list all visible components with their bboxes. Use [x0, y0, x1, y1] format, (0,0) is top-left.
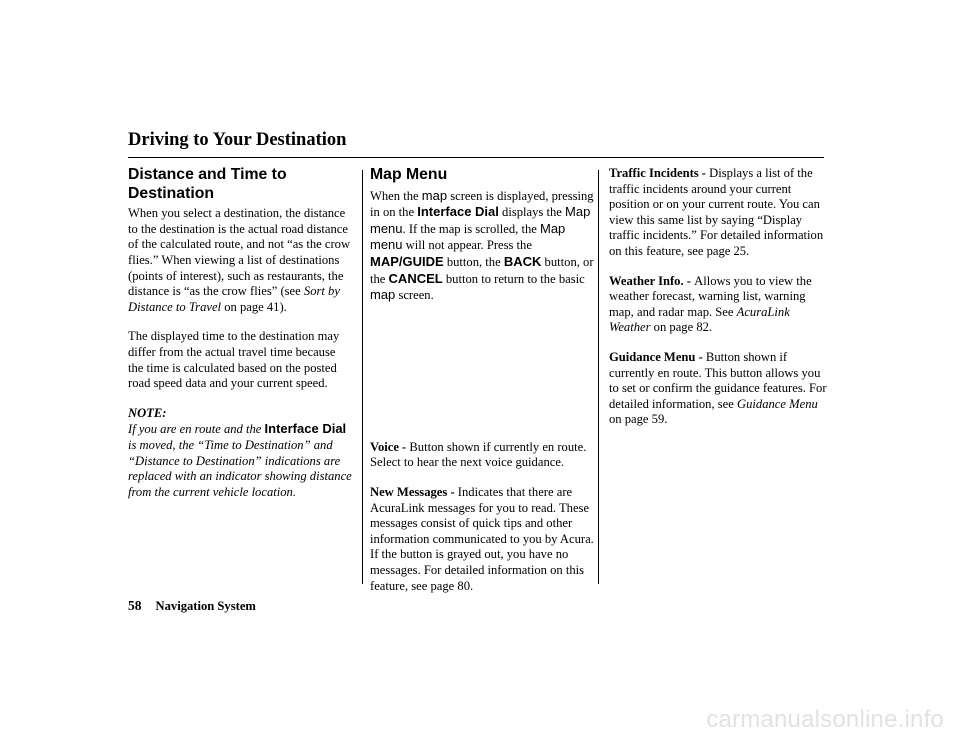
- term-cancel-button: CANCEL: [388, 270, 443, 286]
- term-map: map: [370, 287, 396, 303]
- text: on page 59.: [609, 412, 668, 427]
- term-voice: Voice -: [370, 439, 410, 454]
- text: screen.: [395, 288, 434, 303]
- item-weather-info: [609, 274, 833, 336]
- column-distance-time: [128, 166, 352, 500]
- column-menu-items: [609, 166, 833, 442]
- text: If you are en route and the: [128, 422, 265, 437]
- item-guidance-menu: [609, 350, 833, 428]
- footer-section-title: Navigation System: [155, 599, 256, 613]
- text: button to return to the basic: [442, 271, 585, 286]
- image-placeholder: [370, 318, 594, 440]
- text: is moved, the “Time to Destination” and “Distance to Destination” indications are replaced with an indicator showing distance from the current vehicle location.: [128, 437, 352, 499]
- item-traffic-incidents: [609, 166, 833, 260]
- text: on page 82.: [650, 320, 713, 335]
- text: When the: [370, 188, 422, 203]
- term-map: map: [421, 187, 448, 203]
- page-title: Driving to Your Destination: [128, 130, 347, 150]
- text: displays the: [498, 205, 566, 220]
- text: Button shown if currently en route. This button allows you to set or confirm the guidance features. For detailed information, see: [609, 349, 827, 411]
- text: button, or the: [370, 254, 594, 286]
- title-rule: [128, 157, 824, 158]
- text: Displays a list of the traffic incidents around your current position or on your current route. You can view this same list by saying “Display traffic incidents.” For detailed information on this feature, see page 25.: [609, 166, 824, 258]
- text: Indicates that there are AcuraLink messages for you to read. These messages consist of quick tips and other information communicated to you by Acura. If the button is grayed out, you have no messages. For detailed information on this feature, see page 80.: [370, 484, 594, 593]
- cross-reference: Sort by Distance to Travel: [128, 284, 340, 314]
- section-heading-map-menu: Map Menu: [370, 166, 448, 183]
- text: Button shown if currently en route. Select to hear the next voice guidance.: [370, 439, 587, 470]
- section-heading-distance-time: Distance and Time to Destination: [128, 166, 287, 202]
- item-voice: [370, 440, 594, 471]
- term-map-menu: Map menu: [370, 204, 591, 236]
- page-footer: [128, 598, 256, 614]
- term-map-menu: Map menu: [370, 220, 566, 253]
- term-traffic-incidents: Traffic Incidents -: [609, 166, 710, 180]
- text: button, the: [443, 254, 504, 269]
- paragraph-distance: [128, 206, 352, 315]
- text: on page 41).: [221, 299, 287, 314]
- text: When you select a destination, the distance to the destination is the actual road distance of the calculated route, and not “as the crow flies.” When viewing a list of destinations (points of interest), such as restaurants, the distance is “as the crow flies” (see: [128, 206, 351, 299]
- column-divider-2: [598, 170, 599, 584]
- page-number: 58: [128, 598, 142, 613]
- term-map-guide-button: MAP/GUIDE: [370, 253, 444, 269]
- cross-reference: Guidance Menu: [737, 396, 818, 411]
- term-back-button: BACK: [503, 253, 542, 269]
- paragraph-time: The displayed time to the destination may differ from the actual travel time because the time is calculated based on the posted road speed data and your current speed.: [128, 329, 340, 391]
- term-weather-info: Weather Info. -: [609, 273, 695, 288]
- column-divider-1: [362, 170, 363, 584]
- note-label: NOTE:: [128, 405, 167, 420]
- item-new-messages: [370, 485, 594, 594]
- term-new-messages: New Messages -: [370, 484, 458, 499]
- note-text: [128, 421, 352, 500]
- cross-reference: AcuraLink Weather: [609, 304, 790, 335]
- term-guidance-menu: Guidance Menu -: [609, 349, 706, 364]
- watermark: carmanualsonline.info: [706, 706, 944, 733]
- term-interface-dial: Interface Dial: [417, 204, 499, 220]
- text: will not appear. Press the: [402, 238, 532, 253]
- paragraph-map-menu: [370, 188, 594, 304]
- text: screen is displayed, pressing in on the: [370, 188, 594, 220]
- text: . If the map is scrolled, the: [402, 221, 540, 236]
- text: Allows you to view the weather forecast, warning list, warning map, and radar map. See: [609, 273, 812, 319]
- column-map-menu: [370, 166, 594, 608]
- term-interface-dial: Interface Dial: [264, 421, 347, 437]
